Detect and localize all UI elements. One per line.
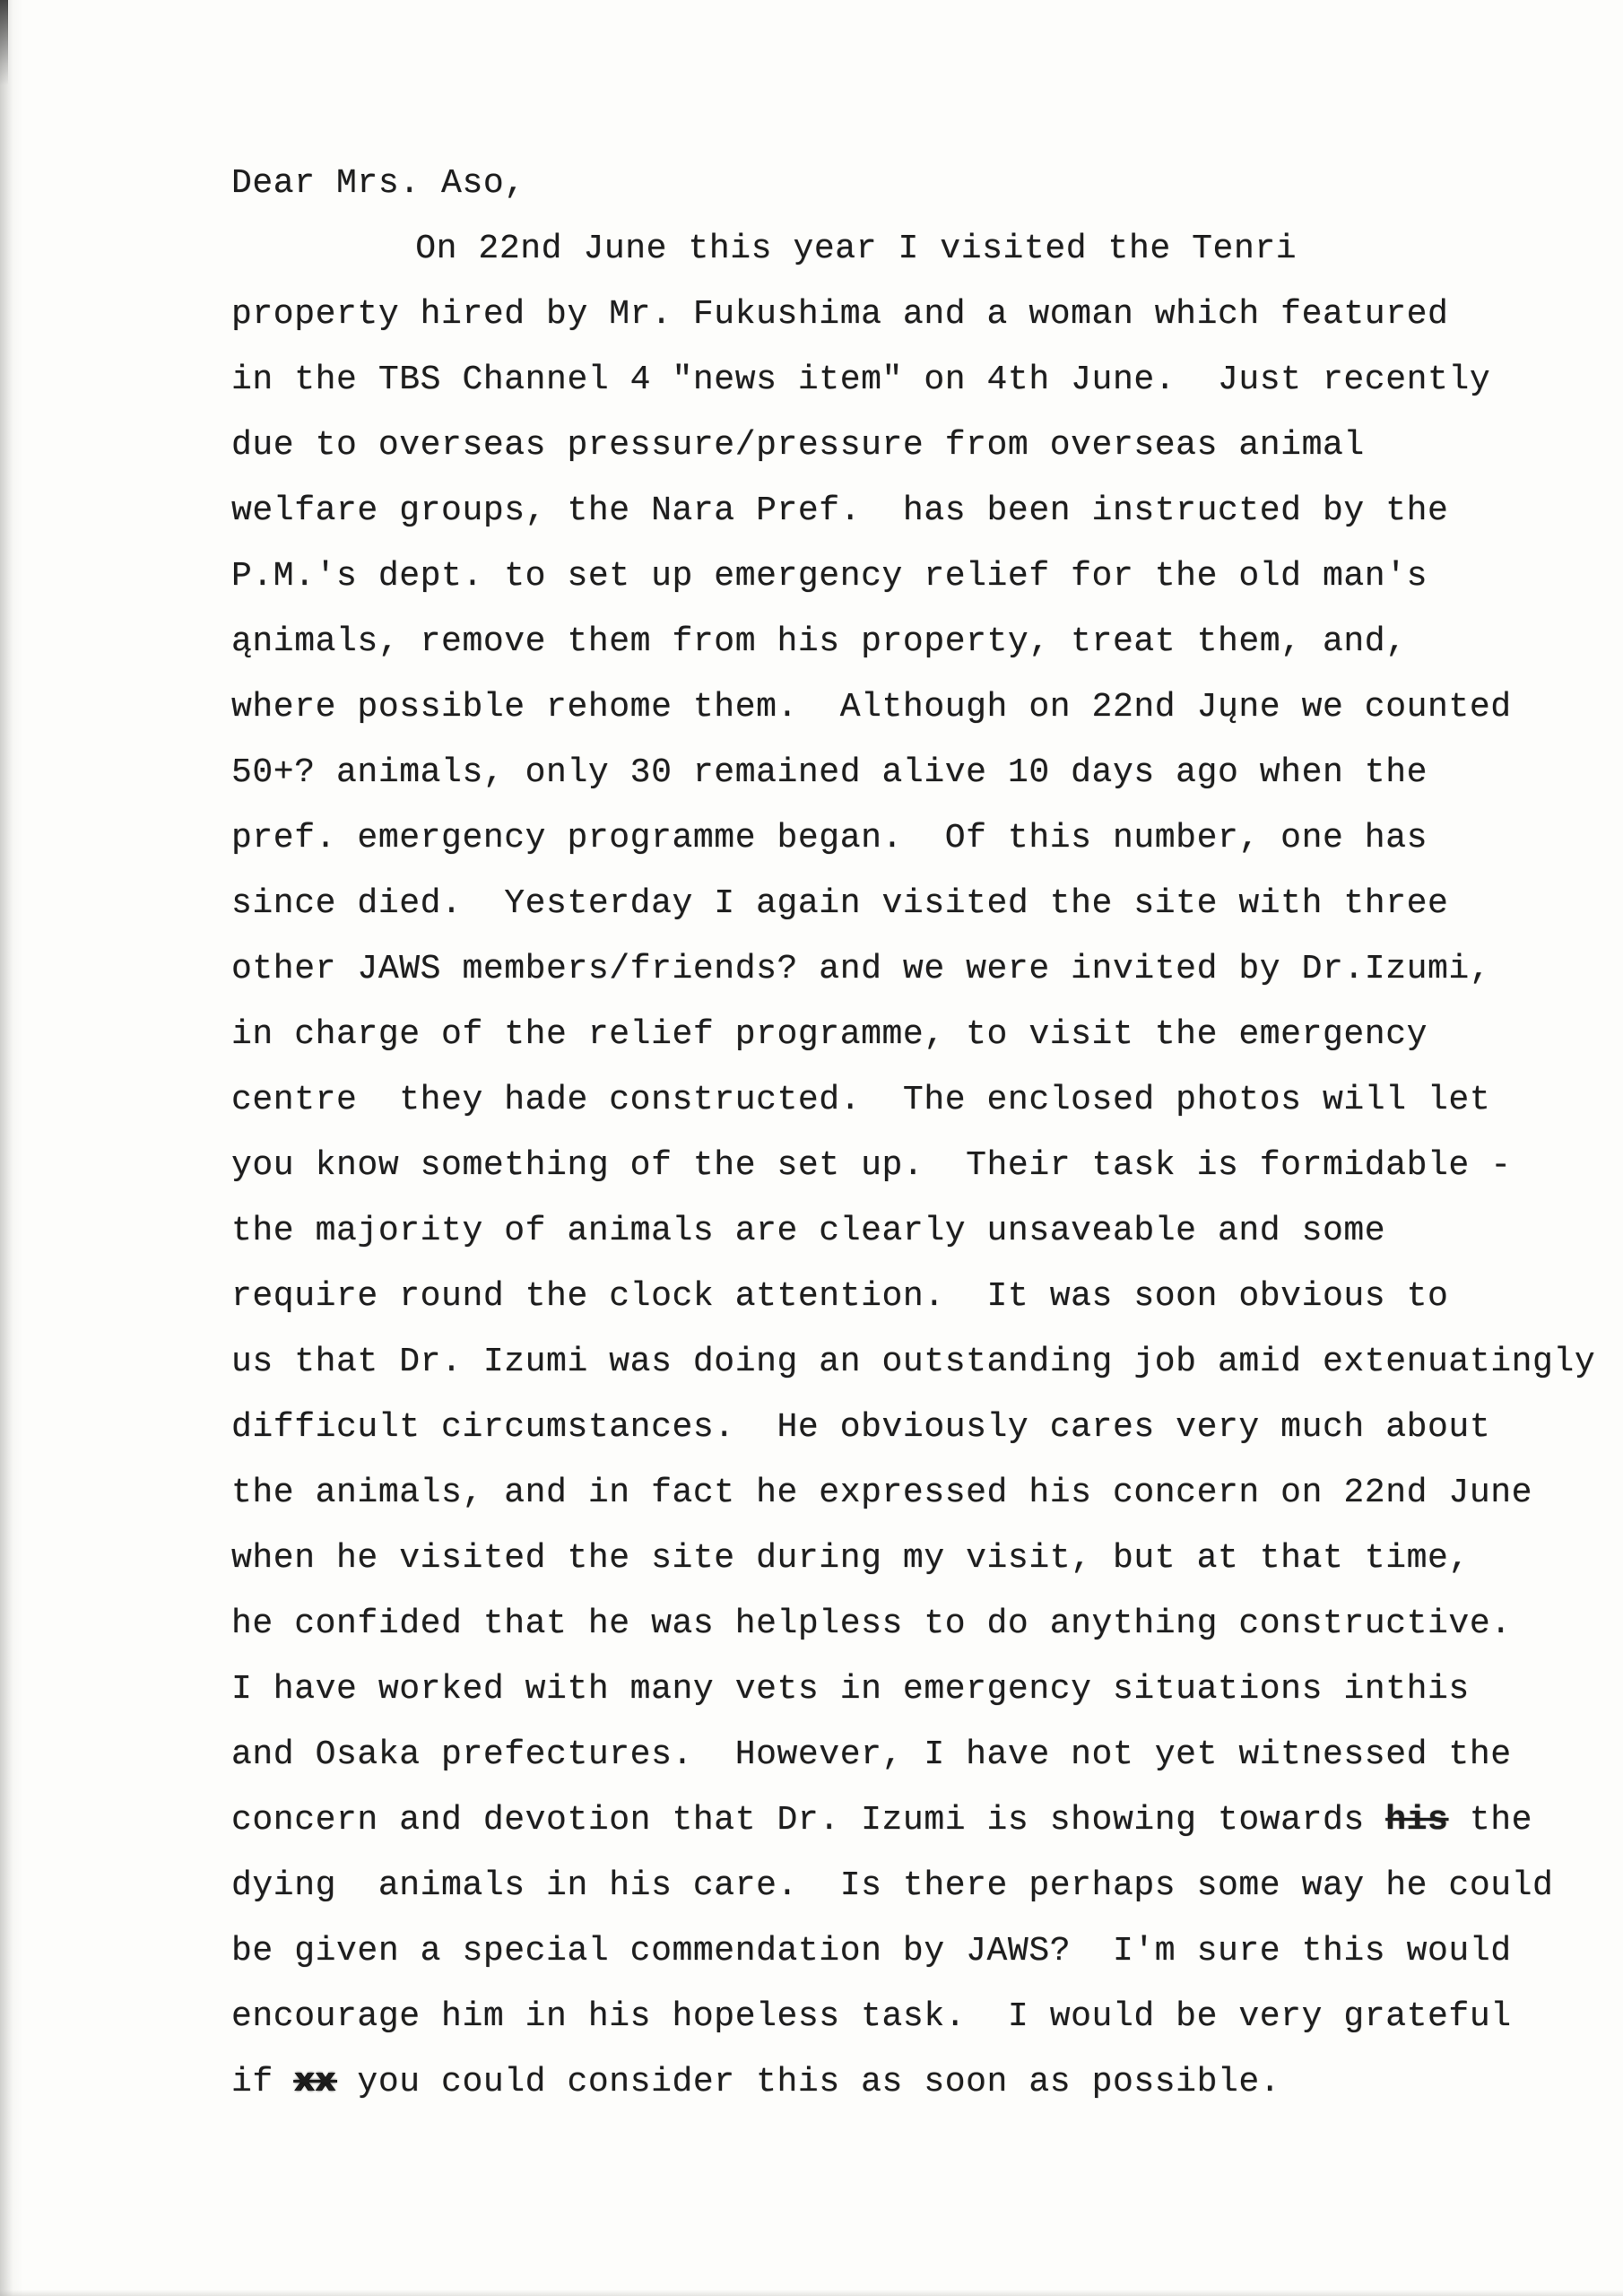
line-text: require round the clock attention. It was soon obvious to: [231, 1277, 1449, 1316]
letter-line: [231, 609, 1587, 674]
letter-line: [231, 282, 1587, 347]
line-text: in charge of the relief programme, to visit the emergency: [231, 1015, 1428, 1054]
overstruck-text: his: [1385, 1801, 1449, 1839]
line-text: if: [231, 2063, 295, 2101]
letter-line: [231, 1002, 1587, 1067]
letter-line: [231, 1787, 1587, 1853]
letter-line: [231, 1526, 1587, 1591]
line-text: be given a special commendation by JAWS? I'm sure this would: [231, 1932, 1512, 1970]
scan-bottom-shadow: [0, 2290, 1623, 2296]
letter-line: [231, 1067, 1587, 1133]
letter-line: [231, 1984, 1587, 2049]
line-text: he confided that he was helpless to do anything constructive.: [231, 1605, 1512, 1643]
line-text: other JAWS members/friends? and we were invited by Dr.Izumi,: [231, 950, 1491, 988]
letter-line: [231, 151, 1587, 216]
line-text: property hired by Mr. Fukushima and a woman which featured: [231, 295, 1449, 334]
line-text: the animals, and in fact he expressed his concern on 22nd June: [231, 1474, 1533, 1512]
line-text: welfare groups, the Nara Pref. has been instructed by the: [231, 491, 1449, 530]
letter-line: [231, 674, 1587, 740]
line-text: 50+? animals, only 30 remained alive 10 days ago when the: [231, 753, 1428, 792]
line-text: the: [1448, 1801, 1533, 1839]
line-text: due to overseas pressure/pressure from overseas animal: [231, 426, 1365, 465]
letter-line: [231, 347, 1587, 413]
letter-line: [231, 544, 1587, 609]
letter-line: [231, 216, 1587, 282]
letter-line: [231, 936, 1587, 1002]
line-text: the majority of animals are clearly unsaveable and some: [231, 1212, 1386, 1250]
letter-line: [231, 1133, 1587, 1198]
line-text: ąnimals, remove them from his property, treat them, and,: [231, 622, 1407, 661]
letter-line: [231, 1657, 1587, 1722]
line-text: On 22nd June this year I visited the Tenri: [415, 230, 1298, 268]
line-text: since died. Yesterday I again visited the site with three: [231, 884, 1449, 923]
line-text: in the TBS Channel 4 "news item" on 4th June. Just recently: [231, 361, 1491, 399]
line-text: P.M.'s dept. to set up emergency relief for the old man's: [231, 557, 1428, 596]
overstruck-text: xx: [294, 2063, 337, 2101]
letter-line: [231, 805, 1587, 871]
letter-line: [231, 1918, 1587, 1984]
letter-line: [231, 2049, 1587, 2115]
line-text: dying animals in his care. Is there perhaps some way he could: [231, 1866, 1554, 1905]
letter-line: [231, 1853, 1587, 1918]
line-text: Dear Mrs. Aso,: [231, 164, 525, 203]
line-text: I have worked with many vets in emergency situations inthis: [231, 1670, 1470, 1709]
letter-line: [231, 740, 1587, 805]
line-text: concern and devotion that Dr. Izumi is showing towards: [231, 1801, 1386, 1839]
letter-line: [231, 871, 1587, 936]
line-text: us that Dr. Izumi was doing an outstanding job amid extenuatingly: [231, 1343, 1596, 1381]
scan-corner-artifact: [0, 0, 8, 85]
line-text: when he visited the site during my visit, but at that time,: [231, 1539, 1470, 1578]
letter-body: [231, 151, 1596, 2115]
line-text: pref. emergency programme began. Of this number, one has: [231, 819, 1428, 857]
letter-line: [231, 1591, 1587, 1657]
line-text: you know something of the set up. Their task is formidable -: [231, 1146, 1512, 1185]
line-text: encourage him in his hopeless task. I would be very grateful: [231, 1997, 1512, 2036]
line-text: you could consider this as soon as possible.: [336, 2063, 1281, 2101]
line-text: difficult circumstances. He obviously cares very much about: [231, 1408, 1491, 1447]
scan-edge-shadow: [0, 0, 23, 2296]
letter-line: [231, 1395, 1587, 1460]
letter-line: [231, 1264, 1587, 1329]
letter-line: [231, 1460, 1587, 1526]
letter-line: [231, 1198, 1587, 1264]
letter-line: [231, 1329, 1596, 1395]
letter-line: [231, 1722, 1587, 1787]
line-text: and Osaka prefectures. However, I have not yet witnessed the: [231, 1735, 1512, 1774]
line-text: where possible rehome them. Although on 22nd Jųne we counted: [231, 688, 1512, 726]
letter-line: [231, 413, 1587, 478]
letter-line: [231, 478, 1587, 544]
line-text: centre they hade constructed. The enclosed photos will let: [231, 1081, 1491, 1119]
